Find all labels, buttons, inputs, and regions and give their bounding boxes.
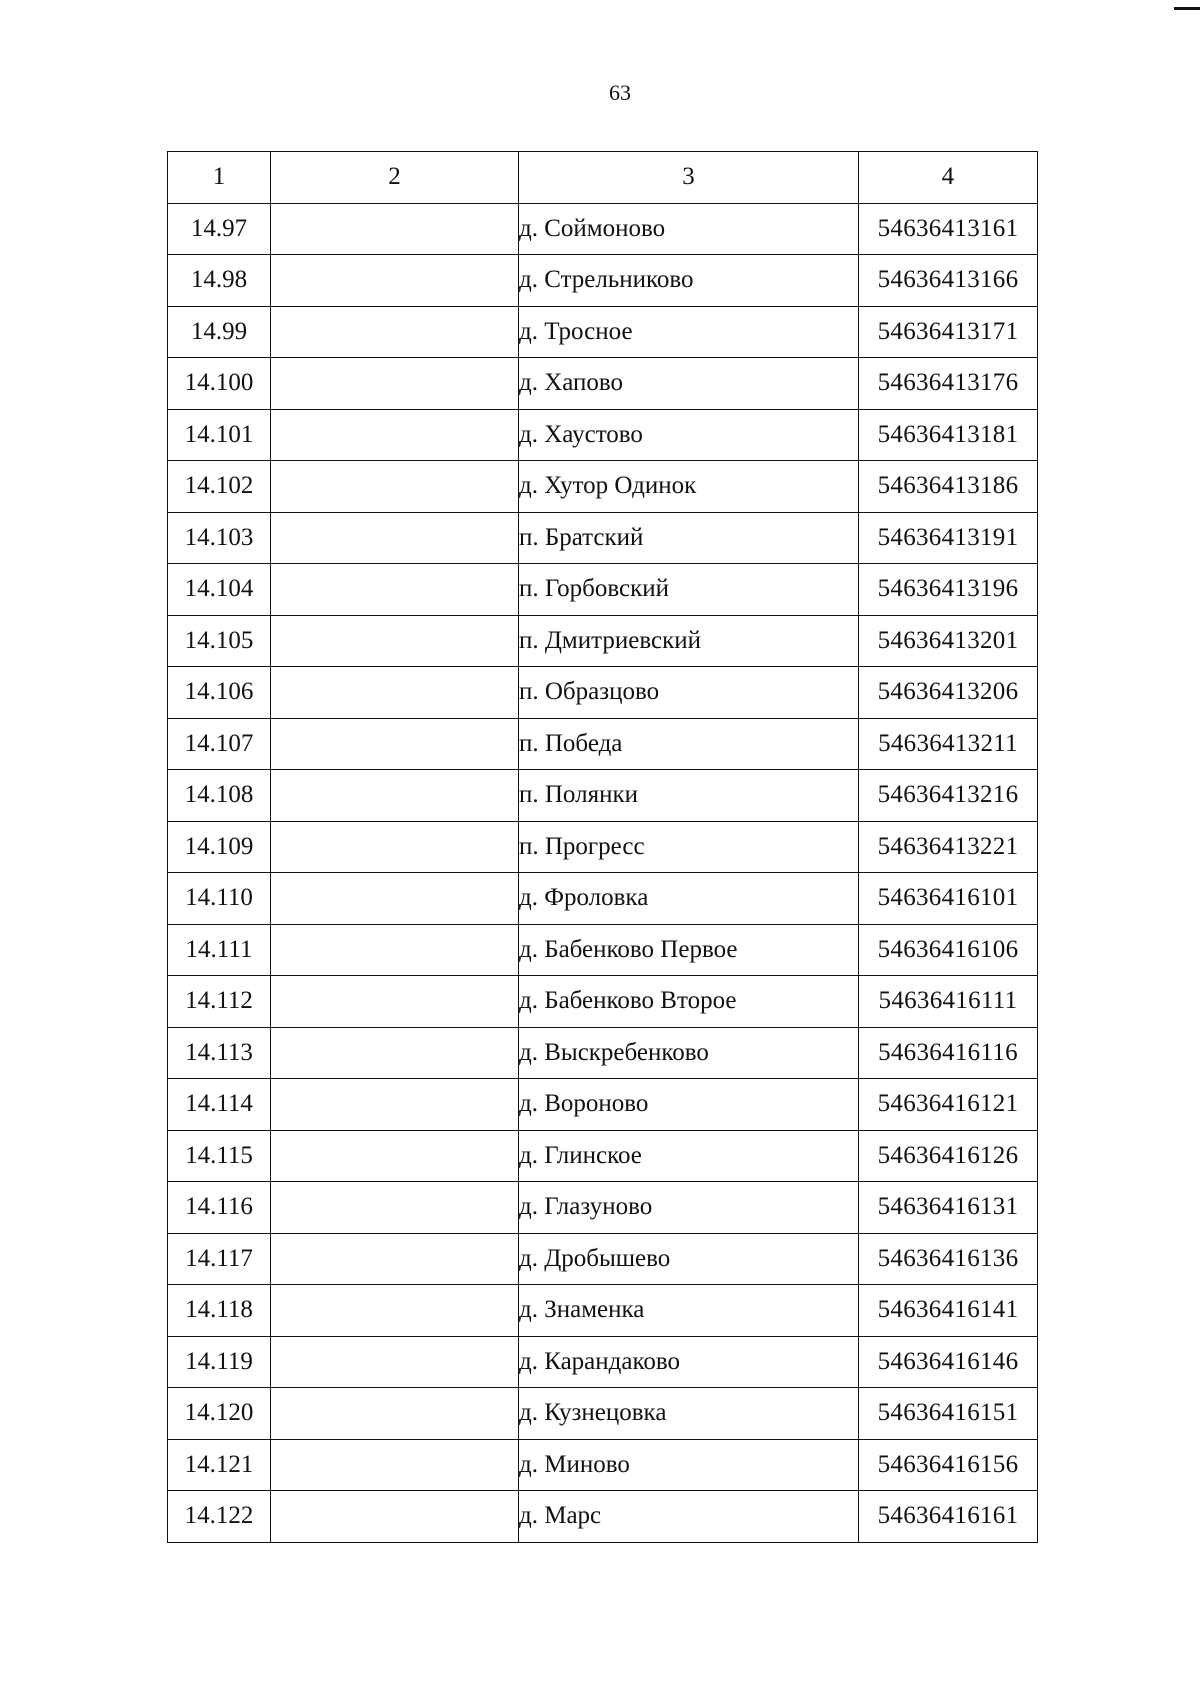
settlement-name-cell: п. Прогресс: [519, 821, 859, 873]
settlement-code-cell: 54636416116: [859, 1027, 1038, 1079]
settlement-code-cell: 54636416111: [859, 976, 1038, 1028]
row-col2-cell: [271, 1491, 519, 1543]
table-header-row: [168, 152, 1038, 204]
row-col2-cell: [271, 306, 519, 358]
table-row: [168, 358, 1038, 410]
table-row: [168, 770, 1038, 822]
row-col2-cell: [271, 1285, 519, 1337]
row-number-cell: 14.118: [168, 1285, 271, 1337]
row-col2-cell: [271, 821, 519, 873]
row-col2-cell: [271, 770, 519, 822]
table-row: [168, 1130, 1038, 1182]
row-col2-cell: [271, 1233, 519, 1285]
row-number-cell: 14.120: [168, 1388, 271, 1440]
table-row: [168, 306, 1038, 358]
row-number-cell: 14.101: [168, 409, 271, 461]
settlement-code-cell: 54636413181: [859, 409, 1038, 461]
settlement-code-cell: 54636413166: [859, 255, 1038, 307]
table-row: [168, 976, 1038, 1028]
settlement-name-cell: д. Выскребенково: [519, 1027, 859, 1079]
row-number-cell: 14.111: [168, 924, 271, 976]
settlement-name-cell: п. Горбовский: [519, 564, 859, 616]
settlement-name-cell: д. Хапово: [519, 358, 859, 410]
settlement-code-cell: 54636416161: [859, 1491, 1038, 1543]
row-col2-cell: [271, 718, 519, 770]
row-number-cell: 14.97: [168, 203, 271, 255]
row-number-cell: 14.109: [168, 821, 271, 873]
settlement-name-cell: д. Дробышево: [519, 1233, 859, 1285]
table-row: [168, 615, 1038, 667]
table-row: [168, 718, 1038, 770]
settlement-name-cell: д. Глазуново: [519, 1182, 859, 1234]
settlement-code-cell: 54636413196: [859, 564, 1038, 616]
row-number-cell: 14.104: [168, 564, 271, 616]
settlement-code-cell: 54636413206: [859, 667, 1038, 719]
row-number-cell: 14.108: [168, 770, 271, 822]
table-row: [168, 512, 1038, 564]
table-row: [168, 1439, 1038, 1491]
row-number-cell: 14.114: [168, 1079, 271, 1131]
settlement-name-cell: д. Миново: [519, 1439, 859, 1491]
table-row: [168, 1079, 1038, 1131]
settlement-name-cell: п. Победа: [519, 718, 859, 770]
settlement-code-cell: 54636413211: [859, 718, 1038, 770]
row-col2-cell: [271, 358, 519, 410]
header-cell-1: 1: [168, 152, 271, 204]
header-cell-3: 3: [519, 152, 859, 204]
settlement-name-cell: п. Образцово: [519, 667, 859, 719]
row-col2-cell: [271, 873, 519, 925]
row-col2-cell: [271, 564, 519, 616]
page-number: 63: [609, 80, 631, 105]
row-number-cell: 14.112: [168, 976, 271, 1028]
row-col2-cell: [271, 976, 519, 1028]
settlement-code-cell: 54636416156: [859, 1439, 1038, 1491]
settlement-name-cell: д. Вороново: [519, 1079, 859, 1131]
settlement-code-cell: 54636416141: [859, 1285, 1038, 1337]
row-col2-cell: [271, 924, 519, 976]
settlement-name-cell: д. Марс: [519, 1491, 859, 1543]
table-row: [168, 1182, 1038, 1234]
table-row: [168, 1491, 1038, 1543]
row-number-cell: 14.113: [168, 1027, 271, 1079]
row-number-cell: 14.122: [168, 1491, 271, 1543]
settlement-name-cell: д. Кузнецовка: [519, 1388, 859, 1440]
row-col2-cell: [271, 1027, 519, 1079]
table-row: [168, 1233, 1038, 1285]
row-col2-cell: [271, 255, 519, 307]
row-number-cell: 14.121: [168, 1439, 271, 1491]
table-row: [168, 255, 1038, 307]
settlement-code-cell: 54636416126: [859, 1130, 1038, 1182]
settlement-code-cell: 54636413221: [859, 821, 1038, 873]
settlement-code-cell: 54636413161: [859, 203, 1038, 255]
table-row: [168, 564, 1038, 616]
settlement-code-cell: 54636416131: [859, 1182, 1038, 1234]
settlement-name-cell: п. Полянки: [519, 770, 859, 822]
settlement-code-cell: 54636413186: [859, 461, 1038, 513]
settlement-name-cell: д. Бабенково Первое: [519, 924, 859, 976]
row-number-cell: 14.116: [168, 1182, 271, 1234]
row-number-cell: 14.115: [168, 1130, 271, 1182]
row-number-cell: 14.103: [168, 512, 271, 564]
settlement-name-cell: д. Соймоново: [519, 203, 859, 255]
row-col2-cell: [271, 1079, 519, 1131]
row-number-cell: 14.107: [168, 718, 271, 770]
row-number-cell: 14.119: [168, 1336, 271, 1388]
settlement-code-cell: 54636413171: [859, 306, 1038, 358]
row-col2-cell: [271, 203, 519, 255]
settlement-code-cell: 54636416121: [859, 1079, 1038, 1131]
settlement-code-cell: 54636416101: [859, 873, 1038, 925]
settlement-name-cell: д. Хаустово: [519, 409, 859, 461]
header-cell-4: 4: [859, 152, 1038, 204]
row-col2-cell: [271, 1130, 519, 1182]
settlement-name-cell: п. Дмитриевский: [519, 615, 859, 667]
table-row: [168, 821, 1038, 873]
row-number-cell: 14.105: [168, 615, 271, 667]
settlement-name-cell: д. Фроловка: [519, 873, 859, 925]
table-row: [168, 461, 1038, 513]
table-row: [168, 1336, 1038, 1388]
row-col2-cell: [271, 1182, 519, 1234]
settlement-name-cell: п. Братский: [519, 512, 859, 564]
table-row: [168, 1285, 1038, 1337]
settlement-code-cell: 54636413176: [859, 358, 1038, 410]
row-number-cell: 14.110: [168, 873, 271, 925]
settlement-code-cell: 54636413216: [859, 770, 1038, 822]
table-row: [168, 409, 1038, 461]
table-row: [168, 873, 1038, 925]
settlement-code-cell: 54636416106: [859, 924, 1038, 976]
row-number-cell: 14.117: [168, 1233, 271, 1285]
header-cell-2: 2: [271, 152, 519, 204]
settlement-code-cell: 54636416146: [859, 1336, 1038, 1388]
table-row: [168, 1388, 1038, 1440]
row-number-cell: 14.106: [168, 667, 271, 719]
table-row: [168, 667, 1038, 719]
settlement-code-cell: 54636413201: [859, 615, 1038, 667]
settlement-name-cell: д. Стрельниково: [519, 255, 859, 307]
settlement-name-cell: д. Знаменка: [519, 1285, 859, 1337]
table-row: [168, 924, 1038, 976]
row-col2-cell: [271, 461, 519, 513]
settlements-table: [167, 151, 1038, 1543]
row-col2-cell: [271, 409, 519, 461]
row-col2-cell: [271, 1388, 519, 1440]
settlement-code-cell: 54636413191: [859, 512, 1038, 564]
settlement-name-cell: д. Глинское: [519, 1130, 859, 1182]
row-col2-cell: [271, 615, 519, 667]
row-number-cell: 14.98: [168, 255, 271, 307]
row-col2-cell: [271, 512, 519, 564]
row-number-cell: 14.102: [168, 461, 271, 513]
row-col2-cell: [271, 1439, 519, 1491]
corner-mark: [1174, 7, 1200, 10]
row-col2-cell: [271, 667, 519, 719]
settlement-code-cell: 54636416151: [859, 1388, 1038, 1440]
table-row: [168, 203, 1038, 255]
row-col2-cell: [271, 1336, 519, 1388]
settlement-code-cell: 54636416136: [859, 1233, 1038, 1285]
row-number-cell: 14.100: [168, 358, 271, 410]
table-row: [168, 1027, 1038, 1079]
settlement-name-cell: д. Карандаково: [519, 1336, 859, 1388]
row-number-cell: 14.99: [168, 306, 271, 358]
settlement-name-cell: д. Хутор Одинок: [519, 461, 859, 513]
settlement-name-cell: д. Тросное: [519, 306, 859, 358]
settlement-name-cell: д. Бабенково Второе: [519, 976, 859, 1028]
